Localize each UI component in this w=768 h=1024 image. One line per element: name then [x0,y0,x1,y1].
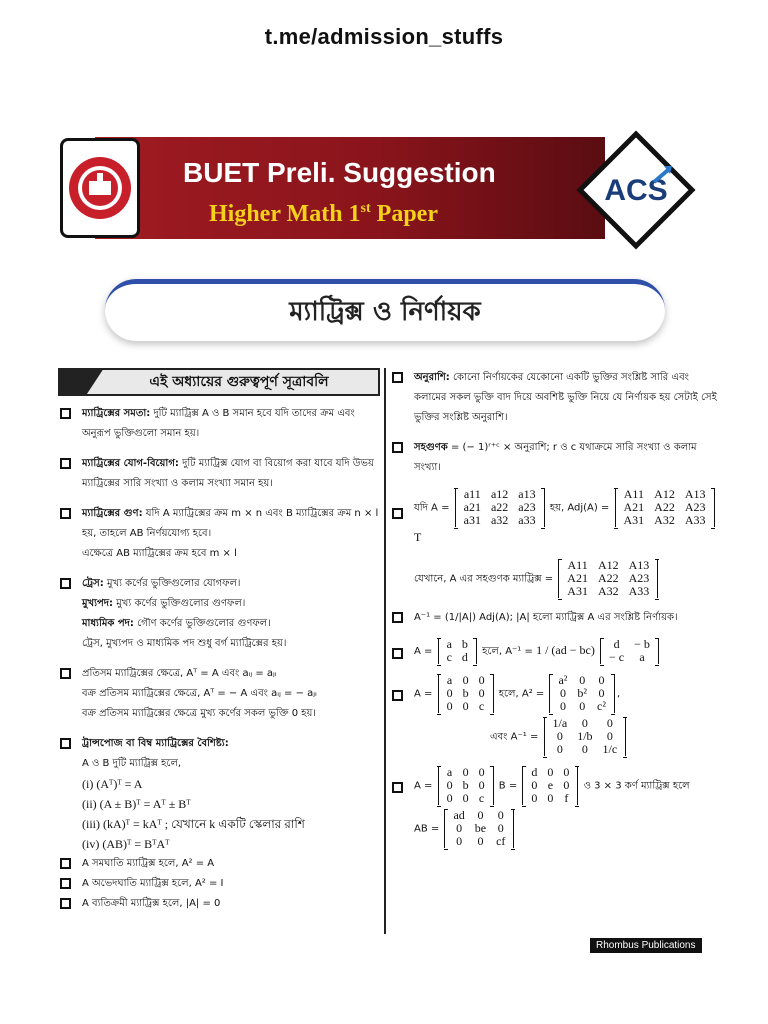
checkbox-icon [392,508,403,519]
matrix-cell: 0 [556,742,563,757]
list-item: এবং A⁻¹ = 1/a 0 0 0 1/b 0 0 0 1/c [390,717,720,756]
matrix-cell: e [547,778,554,793]
matrix-cell: a [446,673,453,688]
matrix-cell: 1/a [552,716,568,731]
matrix-cell: A12 [654,487,675,501]
acs-logo-icon [576,130,696,250]
matrix-cell: 1/c [602,742,618,757]
matrix-cell: A33 [628,584,650,599]
checkbox-icon [60,668,71,679]
matrix-cell: A31 [567,584,588,599]
checkbox-icon [60,858,71,869]
matrix-cell: A12 [597,558,619,573]
matrix-cell: d [531,765,538,780]
matrix-cell: 0 [579,673,586,688]
column-divider [384,368,386,934]
list-item: যদি A = a11 a12 a13 a21 a22 a23 a31 a32 a33 হয়, Adj(A) = A11 A12 A13 A21 A22 A23 A31 A32 A33 $^T$ [390,488,720,553]
matrix-cell: a31 [463,513,481,527]
matrix-cell: a22 [490,500,509,514]
list-item: প্রতিসম ম্যাট্রিক্সের ক্ষেত্রে, Aᵀ = A এবং aᵢⱼ = aⱼᵢ বক্র প্রতিসম ম্যাট্রিক্সের ক্ষেত্রে, Aᵀ = − A এবং aᵢⱼ = − aⱼᵢ বক্র প্রতিসম ম্যাট্রিক্সের ক্ষেত্রে মুখ্য কর্ণের সকল ভুক্তি 0 হয়। [58,664,380,724]
matrix-cell: 0 [581,742,588,757]
checkbox-icon [392,648,403,659]
matrix-cell: 0 [446,778,453,793]
matrix-cell: A32 [654,513,675,527]
matrix-cell: a12 [490,487,509,501]
formula-header: এই অধ্যায়ের গুরুত্বপূর্ণ সূত্রাবলি [58,368,380,396]
left-column [58,368,380,934]
list-item: সহগুণক = (− 1)ʳ⁺ᶜ × অনুরাশি; r ও c যথাক্রমে সারি সংখ্যা ও কলাম সংখ্যা। [390,438,720,478]
matrix-cell: 0 [462,791,469,806]
matrix-cell: 0 [462,699,469,714]
matrix-cell: 0 [446,791,453,806]
checkbox-icon [392,782,403,793]
matrix-cell: c [478,791,485,806]
matrix-cell: 0 [556,729,563,744]
matrix-cell: 0 [606,716,613,731]
matrix-2x2-inverse [600,638,659,664]
matrix-cell: 0 [547,791,554,806]
matrix-cell: 0 [478,673,485,688]
matrix-cell: 0 [462,673,469,688]
matrix-cell: a32 [490,513,509,527]
list-item: A ব্যতিক্রমী ম্যাট্রিক্স হলে, |A| = 0 [58,894,380,914]
chapter-title: ম্যাট্রিক্স ও নির্ণায়ক [289,296,481,327]
matrix-cell: 0 [547,765,554,780]
checkbox-icon [60,508,71,519]
banner-subtitle: Higher Math 1st Paper [209,201,438,227]
matrix-cell: A22 [597,571,619,586]
banner [95,137,605,239]
matrix-cell: 0 [579,699,586,714]
matrix-cell: A11 [623,487,644,501]
matrix-diag-a [438,674,494,713]
matrix-cell: A21 [623,500,645,514]
matrix-cell: 0 [559,686,566,701]
right-column [390,368,720,934]
matrix-cell: 0 [456,821,463,836]
matrix-cell: A23 [684,500,706,514]
matrix-cell: a [639,650,645,665]
matrix-cell: b [461,637,468,652]
matrix-cell: c [478,699,485,714]
matrix-cell: a33 [518,513,536,527]
matrix-cell: a [446,637,452,652]
buet-logo-icon [60,138,140,238]
list-item: A = a 0 0 0 b 0 0 0 c হলে, A² = a² 0 0 0 b² 0 0 0 c² , [390,674,720,713]
matrix-cofactor-2 [558,559,658,598]
matrix-cell: A32 [597,584,619,599]
matrix-cell: A23 [628,571,650,586]
matrix-cell: a² [558,673,568,688]
checkbox-icon [392,612,403,623]
matrix-cell: 0 [563,765,570,780]
matrix-cell: 0 [478,778,485,793]
list-item: ম্যাট্রিক্সের গুণ: যদি A ম্যাট্রিক্সের ক্রম m × n এবং B ম্যাট্রিক্সের ক্রম n × l হয়, তাহলে AB নির্ণয়যোগ্য হবে। এক্ষেত্রে AB ম্যাট্রিক্সের ক্রম হবে m × l [58,504,380,564]
list-item: A = a b c d হলে, A⁻¹ = 1 / (ad − bc) d − b − c a [390,638,720,664]
matrix-cell: a23 [518,500,536,514]
list-item: অনুরাশি: কোনো নির্ণায়কের যেকোনো একটি ভুক্তির সংশ্লিষ্ট সারি এবং কলামের সকল ভুক্তি বাদ দিয়ে অবশিষ্ট ভুক্তি নিয়ে যে নির্ণায়ক হয় সেটাই সেই ভুক্তির সংশ্লিষ্ট অনুরাশি। [390,368,720,428]
matrix-cell: d [461,650,468,665]
checkbox-icon [392,690,403,701]
checkbox-icon [392,372,403,383]
matrix-a [455,488,545,527]
matrix-cell: 1/b [577,729,593,744]
list-item: ট্রান্সপোজ বা বিম্ব ম্যাট্রিক্সের বৈশিষ্ট্য: A ও B দুটি ম্যাট্রিক্স হলে, (i) (Aᵀ)ᵀ = A (ii) (A ± B)ᵀ = Aᵀ ± Bᵀ (iii) (kA)ᵀ = kAᵀ ; যেখানে k একটি স্কেলার রাশি (iv) (AB)ᵀ = BᵀAᵀ [58,734,380,854]
matrix-cell: A13 [684,487,706,501]
matrix-cell: a13 [518,487,536,501]
matrix-diag-inverse [544,717,627,756]
checkbox-icon [60,738,71,749]
matrix-cell: 0 [456,834,463,849]
matrix-cell: a11 [463,487,481,501]
list-item: ট্রেস: মুখ্য কর্ণের ভুক্তিগুলোর যোগফল। মুখ্যপদ: মুখ্য কর্ণের ভুক্তিগুলোর গুণফল। মাধ্যমিক পদ: গৌণ কর্ণের ভুক্তিগুলোর গুণফল। ট্রেস, মুখ্যপদ ও মাধ্যমিক পদ শুধু বর্গ ম্যাট্রিক্সের হয়। [58,574,380,654]
publisher-badge: Rhombus Publications [590,938,702,953]
acs-logo-text: ACS [604,174,668,207]
matrix-cell: A11 [567,558,588,573]
matrix-cell: b [462,778,469,793]
matrix-cell: 0 [497,808,504,823]
matrix-cell: c [446,650,452,665]
checkbox-icon [60,408,71,419]
list-item: ম্যাট্রিক্সের যোগ-বিয়োগ: দুটি ম্যাট্রিক্স যোগ বা বিয়োগ করা যাবে যদি উভয় ম্যাট্রিক্সের সারি সংখ্যা ও কলাম সংখ্যা সমান হয়। [58,454,380,494]
matrix-cell: 0 [478,686,485,701]
telegram-link[interactable]: t.me/admission_stuffs [264,24,504,49]
matrix-cell: 0 [598,673,605,688]
matrix-cell: b [462,686,469,701]
list-item: যেখানে, A এর সহগুণক ম্যাট্রিক্স = A11 A12 A13 A21 A22 A23 A31 A32 A33 [390,559,720,598]
matrix-2x2 [438,638,477,664]
matrix-cell: 0 [563,778,570,793]
matrix-cell: − b [634,637,650,652]
matrix-cell: 0 [462,765,469,780]
matrix-cell: be [474,821,487,836]
matrix-cell: A21 [567,571,588,586]
matrix-cell: d [613,637,620,652]
banner-title: BUET Preli. Suggestion [183,157,496,188]
list-item: A সমঘাতি ম্যাট্রিক্স হলে, A² = A [58,854,380,874]
matrix-cell: A22 [654,500,675,514]
matrix-cell: ad [453,808,465,823]
matrix-cell: 0 [531,791,538,806]
matrix-cell: 0 [497,821,504,836]
matrix-cell: 0 [477,834,484,849]
matrix-cell: 0 [598,686,605,701]
checkbox-icon [60,898,71,909]
matrix-diag-b [522,766,578,805]
matrix-diag-a2 [549,674,614,713]
matrix-cell: 0 [446,686,453,701]
list-item: AB = ad 0 0 0 be 0 0 0 cf [390,809,720,848]
matrix-diag-a-3 [438,766,494,805]
list-item: ম্যাট্রিক্সের সমতা: দুটি ম্যাট্রিক্স A ও B সমান হবে যদি তাদের ক্রম এবং অনুরূপ ভুক্তিগুলো সমান হয়। [58,404,380,444]
matrix-cell: b² [577,686,588,701]
matrix-cell: A33 [684,513,706,527]
matrix-cell: 0 [446,699,453,714]
matrix-cell: a21 [463,500,481,514]
matrix-cofactor [615,488,715,527]
matrix-cell: 0 [477,808,484,823]
checkbox-icon [60,878,71,889]
matrix-cell: f [564,791,569,806]
list-item: A = a 0 0 0 b 0 0 0 c B = d 0 0 0 e 0 0 0 f ও 3 × 3 কর্ণ ম্যাট্রিক্স হলে [390,766,720,805]
matrix-cell: a [446,765,453,780]
matrix-cell: 0 [581,716,588,731]
matrix-cell: − c [609,650,625,665]
list-item: A অভেদঘাতি ম্যাট্রিক্স হলে, A² = I [58,874,380,894]
checkbox-icon [60,578,71,589]
matrix-diag-ab [444,809,514,848]
matrix-cell: 0 [606,729,613,744]
matrix-cell: A13 [628,558,650,573]
chapter-title-pill [105,279,665,341]
checkbox-icon [60,458,71,469]
matrix-cell: 0 [559,699,566,714]
matrix-cell: A31 [623,513,645,527]
matrix-cell: 0 [478,765,485,780]
matrix-cell: 0 [531,778,538,793]
matrix-cell: cf [496,834,506,849]
matrix-cell: c² [597,699,606,714]
list-item: A⁻¹ = (1/|A|) Adj(A); |A| হলো ম্যাট্রিক্স A এর সংশ্লিষ্ট নির্ণায়ক। [390,608,720,628]
checkbox-icon [392,442,403,453]
